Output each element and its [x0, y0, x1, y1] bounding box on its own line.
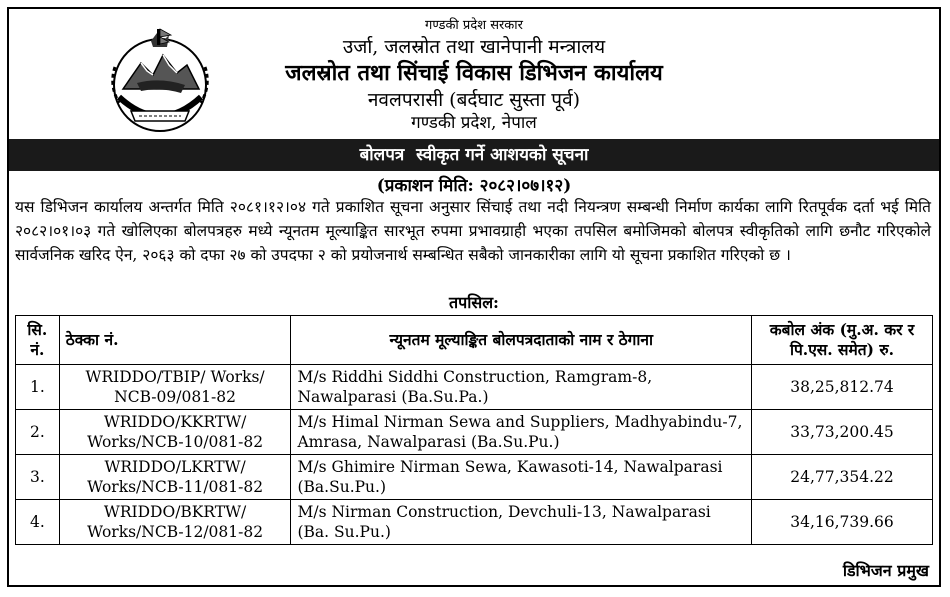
row-sn: 1. [16, 365, 60, 410]
notice-title-bar [9, 139, 939, 171]
schedule-title: तपसिल: [449, 293, 499, 312]
header-bidder: न्यूनतम मूल्याङ्कित बोलपत्रदाताको नाम र ठेगाना [291, 316, 752, 365]
notice-body: यस डिभिजन कार्यालय अन्तर्गत मिति २०८१।१२।०४ गते प्रकाशित सूचना अनुसार सिंचाई तथा नदी नियन्त्रण सम्बन्धी निर्माण कार्यका लागि रितपूर्वक दर्ता भई मिति २०८२।०१।०३ गते खोलिएका बोलपत्रहरु मध्ये न्यूनतम मूल्याङ्कित सारभूत रुपमा प्रभावग्राही भएका तपसिल बमोजिमको बोलपत्र स्वीकृतिको लागि छनौट गरिएकोले सार्वजनिक खरिद ऐन, २०६३ को दफा २७ को उपदफा २ को प्रयोजनार्थ सम्बन्धित सबैको जानकारीका लागि यो सूचना प्रकाशित गरिएको छ । [15, 198, 931, 264]
header-contract-no: ठेक्का नं. [59, 316, 291, 365]
row-amount: 33,73,200.45 [752, 410, 933, 455]
row-sn: 3. [16, 455, 60, 500]
row-bidder: M/s Nirman Construction, Devchuli-13, Nawalparasi (Ba. Su.Pu.) [291, 500, 752, 545]
publication-date: (प्रकाशन मिति: २०८२।०७।१२) [376, 176, 572, 196]
row-amount: 24,77,354.22 [752, 455, 933, 500]
row-bidder: M/s Himal Nirman Sewa and Suppliers, Madhyabindu-7, Amrasa, Nawalparasi (Ba.Su.Pu.) [291, 410, 752, 455]
notice-page [7, 7, 941, 587]
row-sn: 4. [16, 500, 60, 545]
row-contract-no: WRIDDO/TBIP/ Works/ NCB-09/081-82 [59, 365, 291, 410]
table-row [16, 455, 933, 500]
row-contract-no: WRIDDO/LKRTW/ Works/NCB-11/081-82 [59, 455, 291, 500]
row-amount: 34,16,739.66 [752, 500, 933, 545]
row-contract-no: WRIDDO/BKRTW/ Works/NCB-12/081-82 [59, 500, 291, 545]
row-sn: 2. [16, 410, 60, 455]
signature-title: डिभिजन प्रमुख [842, 561, 929, 580]
notice-title: बोलपत्र स्वीकृत गर्ने आशयको सूचना [359, 145, 589, 165]
row-bidder: M/s Riddhi Siddhi Construction, Ramgram-8, Nawalparasi (Ba.Su.Pa.) [291, 365, 752, 410]
row-amount: 38,25,812.74 [752, 365, 933, 410]
table-row [16, 500, 933, 545]
row-bidder: M/s Ghimire Nirman Sewa, Kawasoti-14, Nawalparasi (Ba.Su.Pu.) [291, 455, 752, 500]
province-country: गण्डकी प्रदेश, नेपाल [411, 113, 537, 133]
header-amount: कबोल अंक (मु.अ. कर र पि.एस. समेत) रु. [752, 316, 933, 365]
table-row [16, 365, 933, 410]
bid-table [15, 315, 933, 545]
office-location: नवलपरासी (बर्दघाट सुस्ता पूर्व) [367, 89, 581, 111]
office-name: जलस्रोत तथा सिंचाई विकास डिभिजन कार्यालय [285, 60, 663, 86]
row-contract-no: WRIDDO/KKRTW/ Works/NCB-10/081-82 [59, 410, 291, 455]
table-header-row [16, 316, 933, 365]
ministry-name: उर्जा, जलस्रोत तथा खानेपानी मन्त्रालय [342, 36, 606, 58]
table-row [16, 410, 933, 455]
province-government: गण्डकी प्रदेश सरकार [425, 18, 523, 33]
header-sn: सि. नं. [16, 316, 60, 365]
